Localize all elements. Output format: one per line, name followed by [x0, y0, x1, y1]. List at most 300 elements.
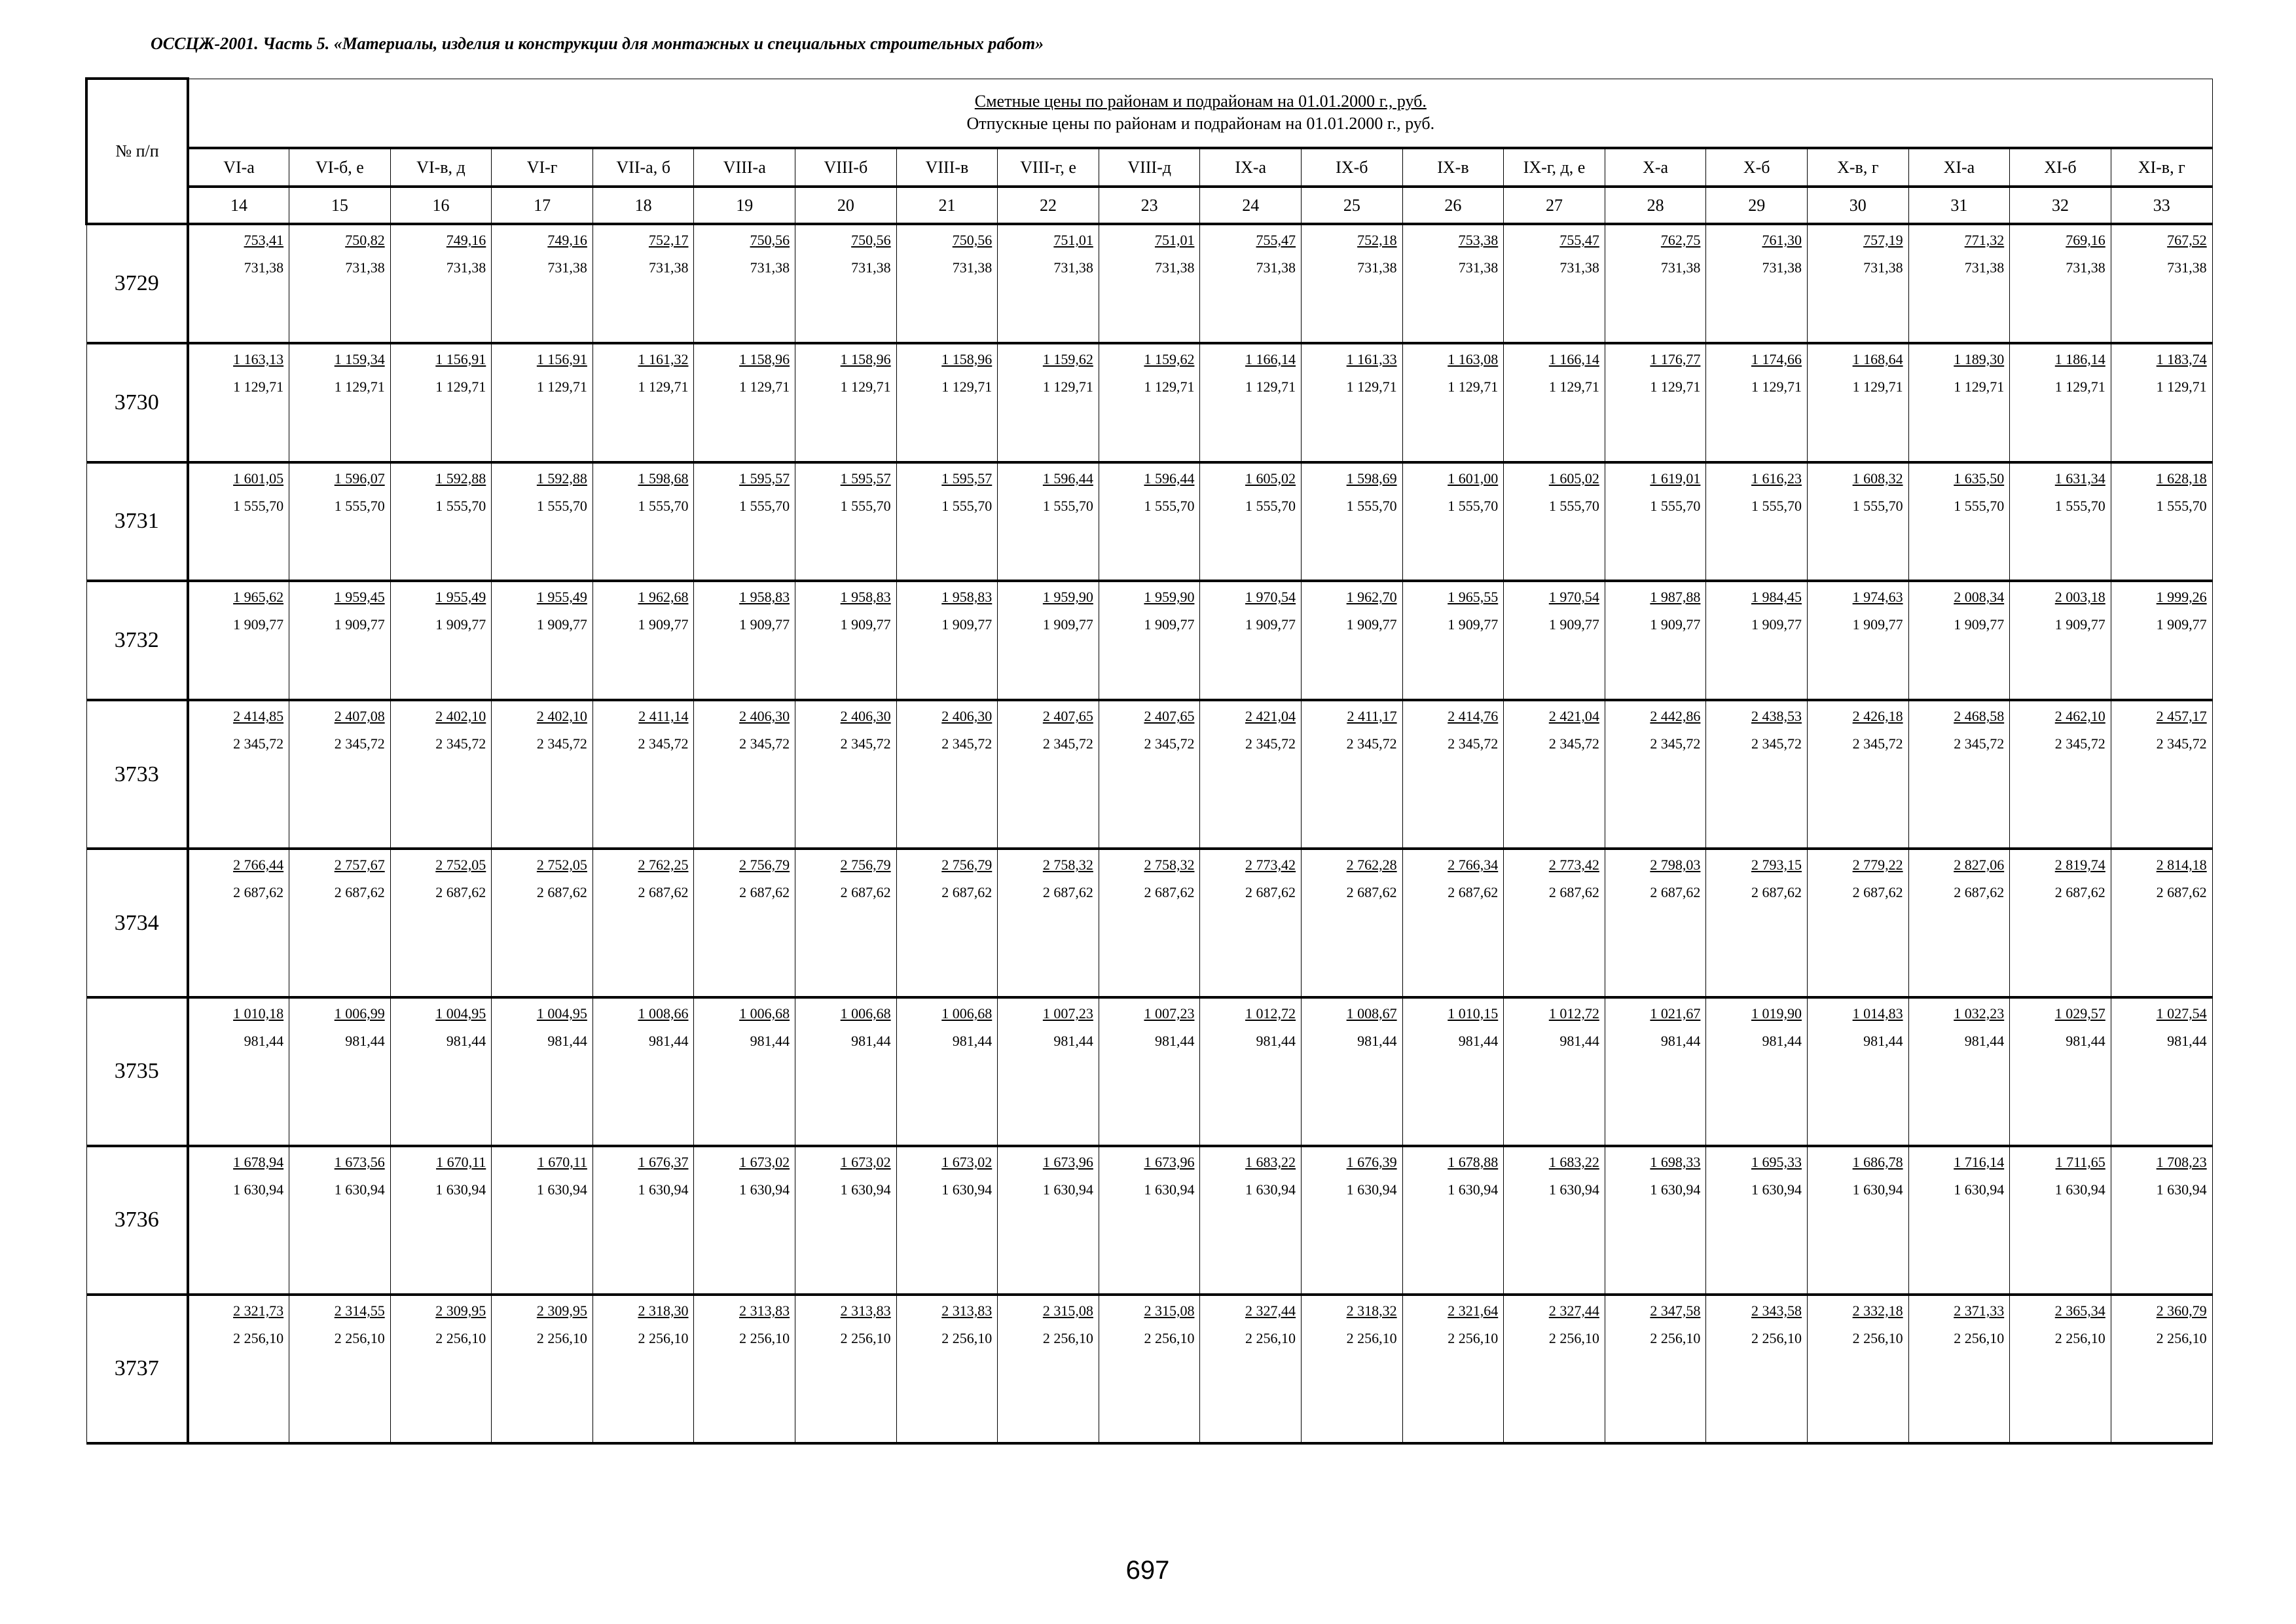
price-cell: [1099, 1146, 1200, 1295]
release-price: 2 687,62: [1144, 884, 1195, 901]
release-price: 731,38: [1256, 259, 1296, 276]
release-price: 981,44: [1660, 1033, 1701, 1049]
release-price: 1 630,94: [435, 1181, 486, 1198]
release-price: 1 630,94: [334, 1181, 385, 1198]
estimate-price: 2 766,44: [233, 857, 284, 874]
estimate-price: 762,75: [1660, 232, 1701, 248]
price-cell: [1605, 224, 1706, 343]
price-cell: [1099, 1295, 1200, 1443]
release-price: 2 687,62: [941, 884, 993, 901]
price-cell: [1099, 224, 1200, 343]
release-price: 1 909,77: [536, 616, 587, 633]
price-cell: [2010, 224, 2111, 343]
estimate-price: 1 008,66: [638, 1005, 689, 1022]
column-number: 26: [1402, 187, 1504, 224]
estimate-price: 1 970,54: [1548, 589, 1599, 606]
estimate-price: 1 595,57: [840, 470, 891, 487]
release-price: 2 256,10: [1144, 1329, 1195, 1346]
estimate-price: 1 673,96: [1042, 1153, 1093, 1170]
estimate-price: 752,17: [648, 232, 689, 248]
estimate-price: 2 793,15: [1751, 857, 1802, 874]
price-cell: [2111, 1295, 2212, 1443]
price-cell: [896, 343, 998, 462]
price-cell: [492, 700, 593, 849]
corner-label: № п/п: [86, 79, 188, 224]
estimate-price: 2 365,34: [2054, 1302, 2105, 1319]
estimate-price: 1 007,23: [1144, 1005, 1195, 1022]
release-price: 2 687,62: [536, 884, 587, 901]
price-cell: [1504, 462, 1605, 581]
release-price: 981,44: [446, 1033, 486, 1049]
estimate-price: 750,56: [952, 232, 993, 248]
estimate-price: 749,16: [547, 232, 587, 248]
region-header: VIII-б: [795, 148, 897, 187]
price-cell: [1706, 462, 1808, 581]
estimate-price: 755,47: [1256, 232, 1296, 248]
column-number: 25: [1302, 187, 1403, 224]
price-cell: [1504, 581, 1605, 700]
estimate-price: 1 695,33: [1751, 1153, 1802, 1170]
release-price: 731,38: [446, 259, 486, 276]
price-cell: [1504, 700, 1605, 849]
estimate-price: 1 698,33: [1650, 1153, 1701, 1170]
release-price: 1 909,77: [1042, 616, 1093, 633]
release-price: 731,38: [1762, 259, 1802, 276]
price-cell: [1706, 343, 1808, 462]
release-price: 1 129,71: [1144, 378, 1195, 395]
estimate-price: 753,38: [1458, 232, 1499, 248]
release-price: 2 256,10: [233, 1329, 284, 1346]
price-table: [85, 77, 2213, 1445]
column-number: 30: [1808, 187, 1909, 224]
release-price: 1 909,77: [435, 616, 486, 633]
page-header: ОССЦЖ-2001. Часть 5. «Материалы, изделия и конструкции для монтажных и специальных строительных работ»: [151, 34, 1044, 53]
estimate-price: 1 673,02: [739, 1153, 790, 1170]
estimate-price: 1 159,62: [1042, 350, 1093, 367]
release-price: 1 909,77: [1346, 616, 1397, 633]
price-cell: [694, 581, 795, 700]
column-number: 33: [2111, 187, 2212, 224]
estimate-price: 767,52: [2167, 232, 2207, 248]
release-price: 2 256,10: [840, 1329, 891, 1346]
release-price: 2 256,10: [1042, 1329, 1093, 1346]
price-cell: [694, 700, 795, 849]
release-price: 731,38: [1357, 259, 1397, 276]
price-cell: [1808, 224, 1909, 343]
price-cell: [795, 849, 897, 997]
estimate-price: 751,01: [1053, 232, 1093, 248]
table-row: [86, 581, 2212, 700]
price-cell: [1808, 849, 1909, 997]
estimate-price: 1 004,95: [435, 1005, 486, 1022]
release-price: 1 909,77: [233, 616, 284, 633]
price-cell: [2111, 1146, 2212, 1295]
price-cell: [1605, 462, 1706, 581]
release-price: 1 909,77: [941, 616, 993, 633]
estimate-price: 2 321,73: [233, 1302, 284, 1319]
price-cell: [694, 224, 795, 343]
release-price: 1 555,70: [1448, 497, 1499, 514]
release-price: 731,38: [1964, 259, 2005, 276]
release-price: 1 555,70: [435, 497, 486, 514]
release-price: 1 129,71: [638, 378, 689, 395]
release-price: 2 345,72: [840, 735, 891, 752]
price-cell: [492, 1146, 593, 1295]
price-cell: [1504, 849, 1605, 997]
estimate-price: 2 332,18: [1852, 1302, 1903, 1319]
estimate-price: 1 955,49: [435, 589, 486, 606]
estimate-price: 1 605,02: [1548, 470, 1599, 487]
column-number: 28: [1605, 187, 1706, 224]
estimate-price: 1 959,90: [1144, 589, 1195, 606]
estimate-price: 1 029,57: [2054, 1005, 2105, 1022]
estimate-price: 1 958,83: [840, 589, 891, 606]
estimate-price: 2 318,30: [638, 1302, 689, 1319]
price-cell: [1706, 1295, 1808, 1443]
estimate-price: 2 406,30: [941, 708, 993, 725]
estimate-price: 1 595,57: [941, 470, 993, 487]
release-price: 981,44: [952, 1033, 993, 1049]
release-price: 981,44: [1256, 1033, 1296, 1049]
estimate-price: 2 407,65: [1144, 708, 1195, 725]
price-cell: [1302, 1146, 1403, 1295]
column-number: 29: [1706, 187, 1808, 224]
release-price: 1 909,77: [1852, 616, 1903, 633]
release-price: 2 345,72: [1144, 735, 1195, 752]
estimate-price: 750,56: [750, 232, 790, 248]
region-header: VIII-а: [694, 148, 795, 187]
price-cell: [795, 343, 897, 462]
price-cell: [1706, 224, 1808, 343]
release-price: 1 129,71: [941, 378, 993, 395]
price-cell: [2111, 462, 2212, 581]
release-price: 1 909,77: [1448, 616, 1499, 633]
release-price: 731,38: [952, 259, 993, 276]
estimate-price: 1 166,14: [1245, 350, 1296, 367]
estimate-price: 1 598,69: [1346, 470, 1397, 487]
row-number: 3730: [86, 343, 188, 462]
price-cell: [2111, 849, 2212, 997]
release-price: 2 687,62: [1448, 884, 1499, 901]
release-price: 1 630,94: [1042, 1181, 1093, 1198]
estimate-price: 1 631,34: [2054, 470, 2105, 487]
row-number: 3737: [86, 1295, 188, 1443]
price-cell: [1200, 343, 1302, 462]
price-cell: [2010, 462, 2111, 581]
price-cell: [289, 997, 391, 1146]
release-price: 1 129,71: [2054, 378, 2105, 395]
estimate-price: 1 962,68: [638, 589, 689, 606]
release-price: 2 345,72: [1650, 735, 1701, 752]
region-header: VIII-д: [1099, 148, 1200, 187]
price-cell: [998, 343, 1099, 462]
release-price: 2 256,10: [638, 1329, 689, 1346]
price-cell: [289, 581, 391, 700]
table-title: [188, 79, 2212, 148]
estimate-price: 1 965,62: [233, 589, 284, 606]
price-cell: [1808, 700, 1909, 849]
estimate-price: 2 347,58: [1650, 1302, 1701, 1319]
column-number: 19: [694, 187, 795, 224]
price-cell: [896, 700, 998, 849]
release-price: 1 555,70: [536, 497, 587, 514]
price-cell: [1605, 849, 1706, 997]
price-cell: [1504, 1146, 1605, 1295]
release-price: 2 345,72: [1548, 735, 1599, 752]
release-price: 1 129,71: [840, 378, 891, 395]
price-cell: [2010, 581, 2111, 700]
estimate-price: 2 762,25: [638, 857, 689, 874]
release-price: 2 345,72: [941, 735, 993, 752]
price-cell: [592, 1295, 694, 1443]
price-cell: [390, 343, 492, 462]
estimate-price: 769,16: [2066, 232, 2105, 248]
release-price: 981,44: [244, 1033, 284, 1049]
estimate-price: 2 827,06: [1954, 857, 2005, 874]
estimate-price: 1 596,07: [334, 470, 385, 487]
release-price: 1 129,71: [1852, 378, 1903, 395]
release-price: 2 687,62: [739, 884, 790, 901]
release-price: 2 345,72: [1852, 735, 1903, 752]
estimate-price: 1 711,65: [2055, 1153, 2105, 1170]
release-price: 2 256,10: [334, 1329, 385, 1346]
release-price: 981,44: [851, 1033, 891, 1049]
price-cell: [1302, 224, 1403, 343]
release-price: 1 555,70: [1954, 497, 2005, 514]
estimate-price: 2 819,74: [2054, 857, 2105, 874]
price-cell: [1908, 997, 2010, 1146]
price-cell: [1302, 581, 1403, 700]
estimate-price: 2 315,08: [1144, 1302, 1195, 1319]
release-price: 2 345,72: [1346, 735, 1397, 752]
region-header: VIII-г, е: [998, 148, 1099, 187]
estimate-price: 2 003,18: [2054, 589, 2105, 606]
estimate-price: 2 313,83: [840, 1302, 891, 1319]
table-row: [86, 700, 2212, 849]
estimate-price: 2 402,10: [435, 708, 486, 725]
release-price: 1 909,77: [638, 616, 689, 633]
estimate-price: 1 974,63: [1852, 589, 1903, 606]
release-price: 2 345,72: [435, 735, 486, 752]
estimate-price: 757,19: [1863, 232, 1903, 248]
price-cell: [896, 997, 998, 1146]
price-cell: [492, 581, 593, 700]
table-row: [86, 849, 2212, 997]
estimate-price: 2 402,10: [536, 708, 587, 725]
region-header: VII-а, б: [592, 148, 694, 187]
release-price: 1 555,70: [1144, 497, 1195, 514]
price-cell: [1302, 343, 1403, 462]
price-cell: [1808, 343, 1909, 462]
region-header: IX-г, д, е: [1504, 148, 1605, 187]
release-price: 2 687,62: [1650, 884, 1701, 901]
page-number: 697: [1125, 1556, 1170, 1585]
price-cell: [592, 997, 694, 1146]
estimate-price: 1 006,68: [739, 1005, 790, 1022]
estimate-price: 1 006,99: [334, 1005, 385, 1022]
price-cell: [1908, 343, 2010, 462]
estimate-price: 1 965,55: [1448, 589, 1499, 606]
release-price: 1 129,71: [233, 378, 284, 395]
price-cell: [1200, 224, 1302, 343]
price-cell: [1605, 997, 1706, 1146]
row-number: 3734: [86, 849, 188, 997]
release-price: 2 256,10: [1548, 1329, 1599, 1346]
release-price: 1 555,70: [1852, 497, 1903, 514]
estimate-price: 1 019,90: [1751, 1005, 1802, 1022]
estimate-price: 1 616,23: [1751, 470, 1802, 487]
release-price: 731,38: [1053, 259, 1093, 276]
price-cell: [896, 1146, 998, 1295]
price-cell: [998, 462, 1099, 581]
price-cell: [592, 1146, 694, 1295]
release-price: 981,44: [1357, 1033, 1397, 1049]
price-cell: [1808, 462, 1909, 581]
estimate-price: 2 814,18: [2156, 857, 2207, 874]
estimate-price: 2 406,30: [739, 708, 790, 725]
estimate-price: 1 605,02: [1245, 470, 1296, 487]
price-cell: [1402, 1295, 1504, 1443]
release-price: 2 687,62: [233, 884, 284, 901]
price-cell: [1200, 997, 1302, 1146]
release-price: 2 687,62: [1245, 884, 1296, 901]
release-price: 1 909,77: [2054, 616, 2105, 633]
estimate-price: 1 032,23: [1954, 1005, 2005, 1022]
release-price: 2 345,72: [233, 735, 284, 752]
estimate-price: 2 757,67: [334, 857, 385, 874]
price-cell: [694, 1146, 795, 1295]
estimate-price: 1 676,37: [638, 1153, 689, 1170]
price-cell: [1908, 849, 2010, 997]
region-header: IX-б: [1302, 148, 1403, 187]
estimate-price: 753,41: [244, 232, 284, 248]
release-price: 1 129,71: [1346, 378, 1397, 395]
release-price: 2 687,62: [1751, 884, 1802, 901]
column-number: 17: [492, 187, 593, 224]
release-price: 2 687,62: [840, 884, 891, 901]
release-price: 1 909,77: [739, 616, 790, 633]
release-price: 981,44: [1053, 1033, 1093, 1049]
release-price: 2 345,72: [1751, 735, 1802, 752]
price-cell: [390, 462, 492, 581]
release-price: 1 129,71: [1954, 378, 2005, 395]
release-price: 731,38: [1154, 259, 1195, 276]
price-cell: [1402, 581, 1504, 700]
estimate-price: 752,18: [1357, 232, 1397, 248]
price-cell: [1402, 343, 1504, 462]
release-price: 1 129,71: [1245, 378, 1296, 395]
price-cell: [1302, 462, 1403, 581]
estimate-price: 1 159,62: [1144, 350, 1195, 367]
estimate-price: 2 406,30: [840, 708, 891, 725]
release-price: 1 129,71: [435, 378, 486, 395]
price-cell: [998, 997, 1099, 1146]
price-cell: [694, 462, 795, 581]
column-number: 21: [896, 187, 998, 224]
table-row: [86, 343, 2212, 462]
estimate-price: 751,01: [1154, 232, 1195, 248]
release-price: 2 345,72: [739, 735, 790, 752]
estimate-price: 761,30: [1762, 232, 1802, 248]
price-cell: [998, 581, 1099, 700]
release-price: 1 630,94: [1144, 1181, 1195, 1198]
estimate-price: 1 156,91: [536, 350, 587, 367]
price-cell: [1302, 849, 1403, 997]
row-number: 3735: [86, 997, 188, 1146]
estimate-price: 2 407,65: [1042, 708, 1093, 725]
release-price: 1 555,70: [840, 497, 891, 514]
release-price: 1 909,77: [1245, 616, 1296, 633]
estimate-price: 1 678,88: [1448, 1153, 1499, 1170]
release-price: 981,44: [547, 1033, 587, 1049]
row-number: 3732: [86, 581, 188, 700]
price-cell: [1200, 1146, 1302, 1295]
row-number: 3733: [86, 700, 188, 849]
region-header: VI-а: [188, 148, 289, 187]
price-cell: [1099, 343, 1200, 462]
price-cell: [2010, 1146, 2111, 1295]
release-price: 1 129,71: [2156, 378, 2207, 395]
estimate-price: 1 676,39: [1346, 1153, 1397, 1170]
estimate-price: 2 756,79: [840, 857, 891, 874]
estimate-price: 1 010,18: [233, 1005, 284, 1022]
estimate-price: 2 462,10: [2054, 708, 2105, 725]
estimate-price: 1 174,66: [1751, 350, 1802, 367]
release-price: 2 256,10: [1448, 1329, 1499, 1346]
price-cell: [1099, 997, 1200, 1146]
release-price: 2 256,10: [1751, 1329, 1802, 1346]
price-cell: [188, 997, 289, 1146]
price-cell: [998, 224, 1099, 343]
column-number: 22: [998, 187, 1099, 224]
price-cell: [492, 1295, 593, 1443]
price-cell: [1402, 997, 1504, 1146]
release-price: 981,44: [1762, 1033, 1802, 1049]
price-cell: [592, 224, 694, 343]
row-number: 3729: [86, 224, 188, 343]
release-price: 1 630,94: [1346, 1181, 1397, 1198]
estimate-price: 1 007,23: [1042, 1005, 1093, 1022]
price-cell: [1706, 849, 1808, 997]
release-price: 1 129,71: [1042, 378, 1093, 395]
estimate-price: 1 673,96: [1144, 1153, 1195, 1170]
price-cell: [1908, 462, 2010, 581]
release-price: 1 129,71: [536, 378, 587, 395]
estimate-price: 2 414,76: [1448, 708, 1499, 725]
price-cell: [1099, 462, 1200, 581]
estimate-price: 1 189,30: [1954, 350, 2005, 367]
estimate-price: 1 673,02: [840, 1153, 891, 1170]
estimate-price: 2 773,42: [1548, 857, 1599, 874]
price-cell: [2111, 997, 2212, 1146]
release-price: 1 129,71: [1548, 378, 1599, 395]
table-row: [86, 1295, 2212, 1443]
region-header: XI-б: [2010, 148, 2111, 187]
estimate-price: 1 166,14: [1548, 350, 1599, 367]
price-cell: [390, 1146, 492, 1295]
release-price: 1 555,70: [233, 497, 284, 514]
estimate-price: 2 327,44: [1548, 1302, 1599, 1319]
release-price: 1 630,94: [2054, 1181, 2105, 1198]
release-price: 731,38: [547, 259, 587, 276]
region-header: IX-а: [1200, 148, 1302, 187]
release-price: 2 345,72: [1042, 735, 1093, 752]
release-price: 731,38: [244, 259, 284, 276]
price-cell: [1504, 343, 1605, 462]
release-price: 1 129,71: [1751, 378, 1802, 395]
price-cell: [1200, 849, 1302, 997]
price-cell: [289, 700, 391, 849]
